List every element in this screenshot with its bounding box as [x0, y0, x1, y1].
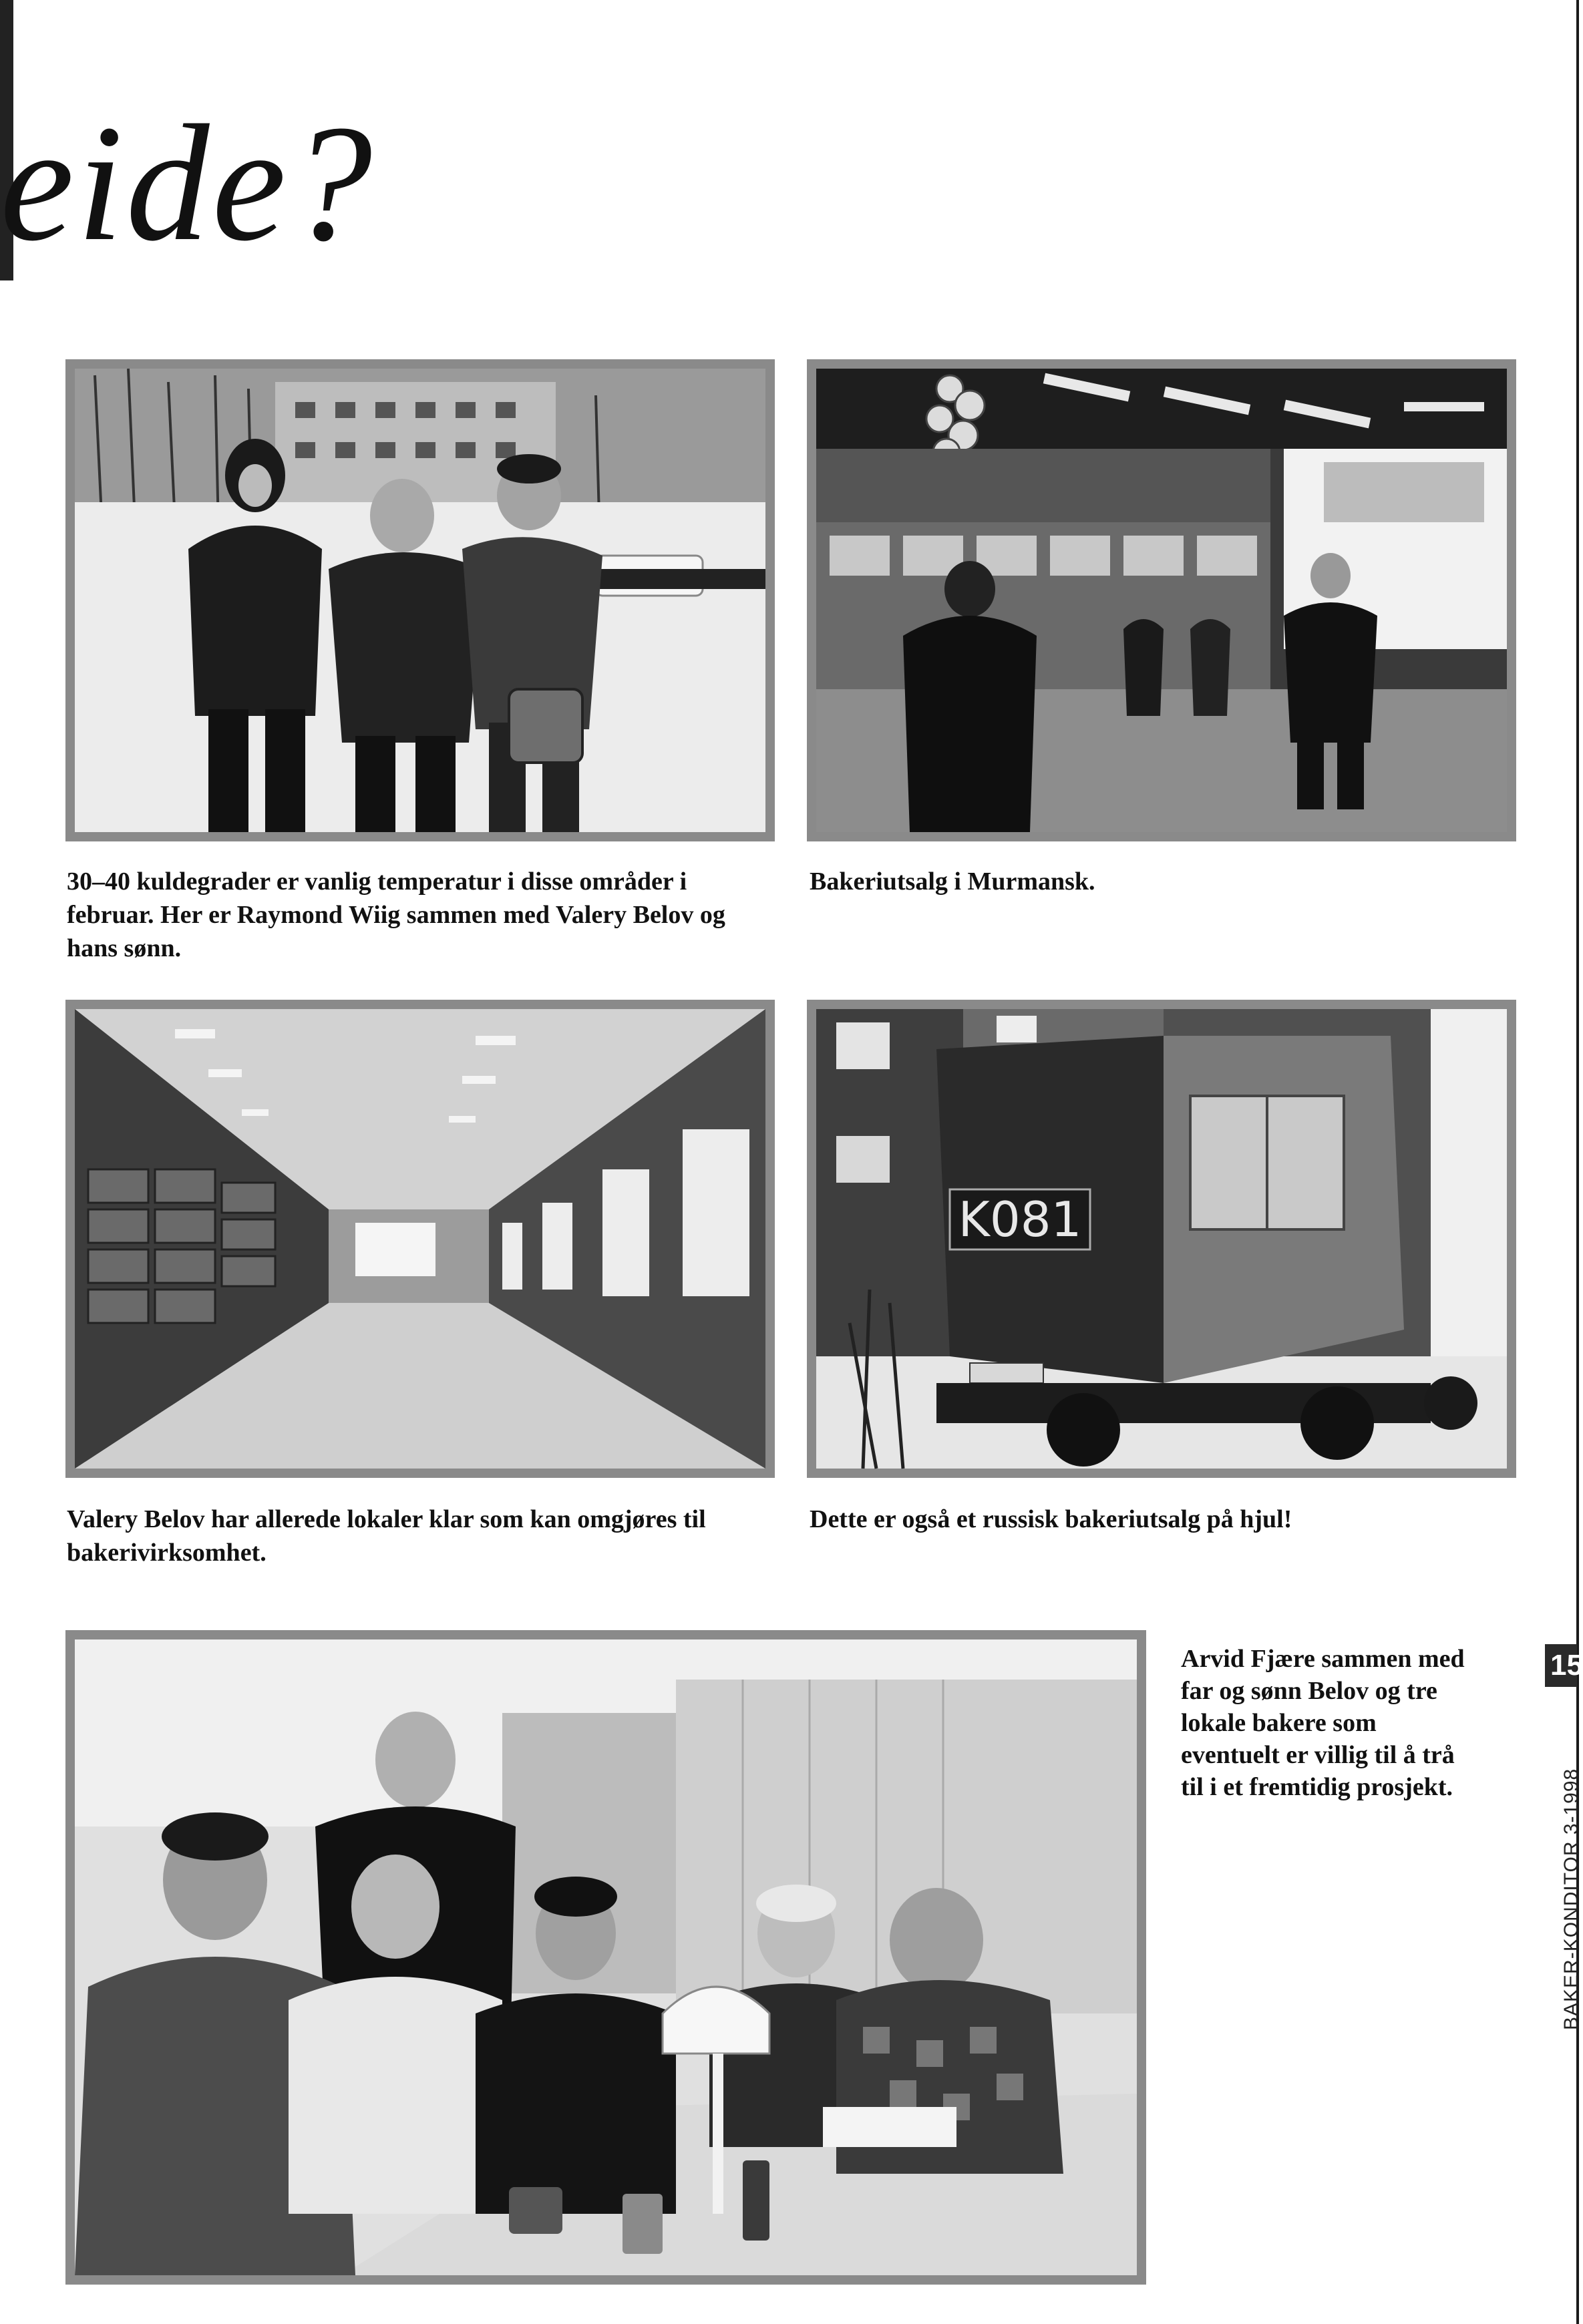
winter-group-image	[75, 369, 765, 832]
photo-premises-corridor	[65, 1000, 775, 1478]
headline: eide?	[0, 91, 375, 276]
running-footer: BAKER-KONDITOR 3-1998	[1560, 1768, 1582, 2030]
bakery-truck-image	[816, 1009, 1507, 1469]
photo-winter-group	[65, 359, 775, 841]
caption-bakery-murmansk: Bakeriutsalg i Murmansk.	[810, 867, 1095, 896]
caption-winter-group: 30–40 kuldegrader er vanlig temperatur i disse områder i februar. Her er Raymond Wiig sammen med Valery Belov og hans sønn.	[67, 867, 725, 962]
caption-indoor-group: Arvid Fjære sammen med far og sønn Belov og tre lokale bakere som eventuelt er villig til å trå til i et fremtidig prosjekt.	[1181, 1645, 1465, 1801]
photo-bakery-truck	[807, 1000, 1516, 1478]
truck-plate-text: K081	[958, 1191, 1082, 1247]
bakery-murmansk-image	[816, 369, 1507, 832]
page-number-tab: 15	[1545, 1644, 1577, 1687]
photo-indoor-group	[65, 1630, 1146, 2285]
caption-premises: Valery Belov har allerede lokaler klar som kan omgjøres til bakerivirksomhet.	[67, 1505, 706, 1567]
premises-corridor-image	[75, 1009, 765, 1469]
photo-bakery-murmansk	[807, 359, 1516, 841]
indoor-group-image	[75, 1639, 1137, 2275]
caption-bakery-truck: Dette er også et russisk bakeriutsalg på hjul!	[810, 1505, 1292, 1533]
